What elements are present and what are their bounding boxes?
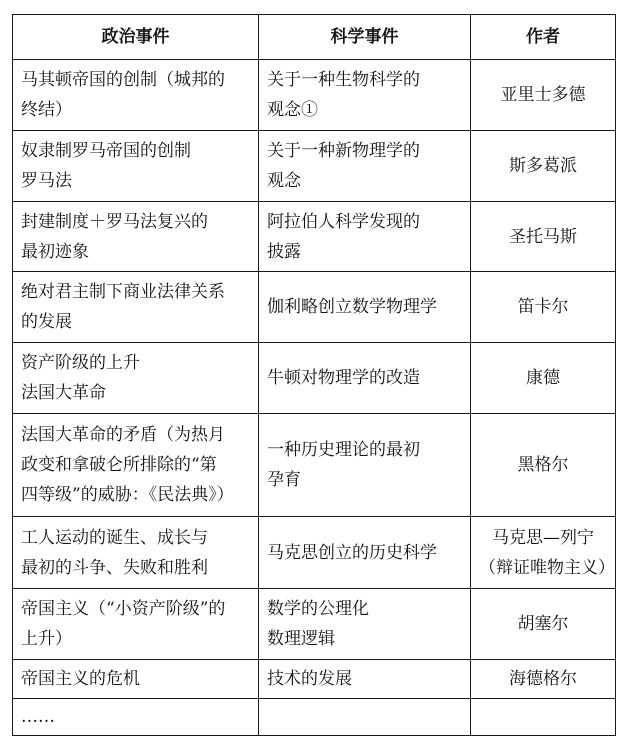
table-row [13, 131, 616, 202]
cell-line: 帝国主义的危机 [21, 669, 140, 689]
cell-line: 伽利略创立数学物理学 [267, 297, 437, 317]
cell-line: 最初的斗争、失败和胜利 [21, 557, 208, 578]
cell-line: 黑格尔 [517, 455, 569, 475]
cell-line: 康德 [526, 368, 560, 388]
header-author: 作者 [471, 15, 616, 60]
science-event-cell [259, 699, 471, 736]
political-event-cell [13, 517, 259, 589]
cell-line: 关于一种生物科学的 [267, 70, 420, 90]
cell-line: 胡塞尔 [517, 614, 569, 634]
header-row [13, 15, 616, 60]
science-event-cell [259, 660, 471, 699]
cell-line: 罗马法 [21, 171, 72, 191]
science-event-cell [259, 202, 471, 272]
cell-line: 终结） [21, 100, 72, 120]
author-cell [471, 517, 616, 589]
cell-line: …… [21, 707, 55, 727]
cell-line: 封建制度＋罗马法复兴的 [21, 211, 208, 232]
cell-line: 政变和拿破仑所排除的“第 [21, 455, 217, 475]
cell-line: 关于一种新物理学的 [267, 141, 420, 161]
science-event-cell [259, 517, 471, 589]
table-row [13, 517, 616, 589]
science-event-cell [259, 414, 471, 517]
table-row [13, 272, 616, 343]
cell-line: 斯多葛派 [509, 156, 577, 176]
table-row [13, 660, 616, 699]
table-row [13, 343, 616, 414]
cell-line: 法国大革命的矛盾（为热月 [21, 425, 225, 445]
cell-line: 数学的公理化 [267, 599, 369, 619]
table-row [13, 60, 616, 131]
header-science-events: 科学事件 [259, 15, 471, 60]
cell-line: 观念① [267, 100, 318, 120]
cell-line: 帝国主义（“小资产阶级”的 [21, 599, 226, 619]
cell-line: 马克思—列宁 [492, 527, 594, 548]
cell-line: 海德格尔 [509, 669, 577, 689]
author-cell [471, 60, 616, 131]
political-event-cell [13, 202, 259, 272]
science-event-cell [259, 272, 471, 343]
cell-line: （辩证唯物主义） [479, 557, 615, 578]
political-event-cell [13, 699, 259, 736]
author-cell [471, 414, 616, 517]
cell-line: 最初迹象 [21, 241, 89, 262]
science-event-cell [259, 343, 471, 414]
cell-line: 亚里士多德 [500, 85, 586, 105]
cell-line: 技术的发展 [267, 669, 352, 689]
cell-line: 四等级”的威胁：《民法典》） [21, 485, 234, 505]
political-event-cell [13, 60, 259, 131]
cell-line: 圣托马斯 [509, 226, 577, 247]
political-event-cell [13, 414, 259, 517]
table-row [13, 414, 616, 517]
author-cell [471, 660, 616, 699]
table-row [13, 699, 616, 736]
events-table [12, 14, 616, 736]
political-event-cell [13, 589, 259, 660]
cell-line: 数理逻辑 [267, 629, 335, 649]
cell-line: 法国大革命 [21, 383, 106, 403]
science-event-cell [259, 131, 471, 202]
author-cell [471, 272, 616, 343]
cell-line: 上升） [21, 629, 72, 649]
science-event-cell [259, 60, 471, 131]
cell-line: 牛顿对物理学的改造 [267, 368, 420, 388]
cell-line: 孕育 [267, 470, 301, 490]
cell-line: 绝对君主制下商业法律关系 [21, 282, 225, 302]
cell-line: 资产阶级的上升 [21, 353, 140, 373]
author-cell [471, 589, 616, 660]
science-event-cell [259, 589, 471, 660]
political-event-cell [13, 272, 259, 343]
cell-line: 马克思创立的历史科学 [267, 542, 437, 563]
author-cell [471, 131, 616, 202]
cell-line: 阿拉伯人科学发现的 [267, 211, 420, 232]
table-row [13, 202, 616, 272]
cell-line: 工人运动的诞生、成长与 [21, 527, 208, 548]
political-event-cell [13, 660, 259, 699]
author-cell [471, 202, 616, 272]
cell-line: 观念 [267, 171, 301, 191]
cell-line: 马其顿帝国的创制（城邦的 [21, 70, 225, 90]
political-event-cell [13, 343, 259, 414]
author-cell [471, 343, 616, 414]
table-body [13, 60, 616, 736]
author-cell [471, 699, 616, 736]
cell-line: 奴隶制罗马帝国的创制 [21, 141, 191, 161]
cell-line: 披露 [267, 241, 301, 262]
cell-line: 的发展 [21, 312, 72, 332]
cell-line: 一种历史理论的最初 [267, 440, 420, 460]
political-event-cell [13, 131, 259, 202]
table-row [13, 589, 616, 660]
cell-line: 笛卡尔 [517, 297, 569, 317]
header-political-events: 政治事件 [13, 15, 259, 60]
